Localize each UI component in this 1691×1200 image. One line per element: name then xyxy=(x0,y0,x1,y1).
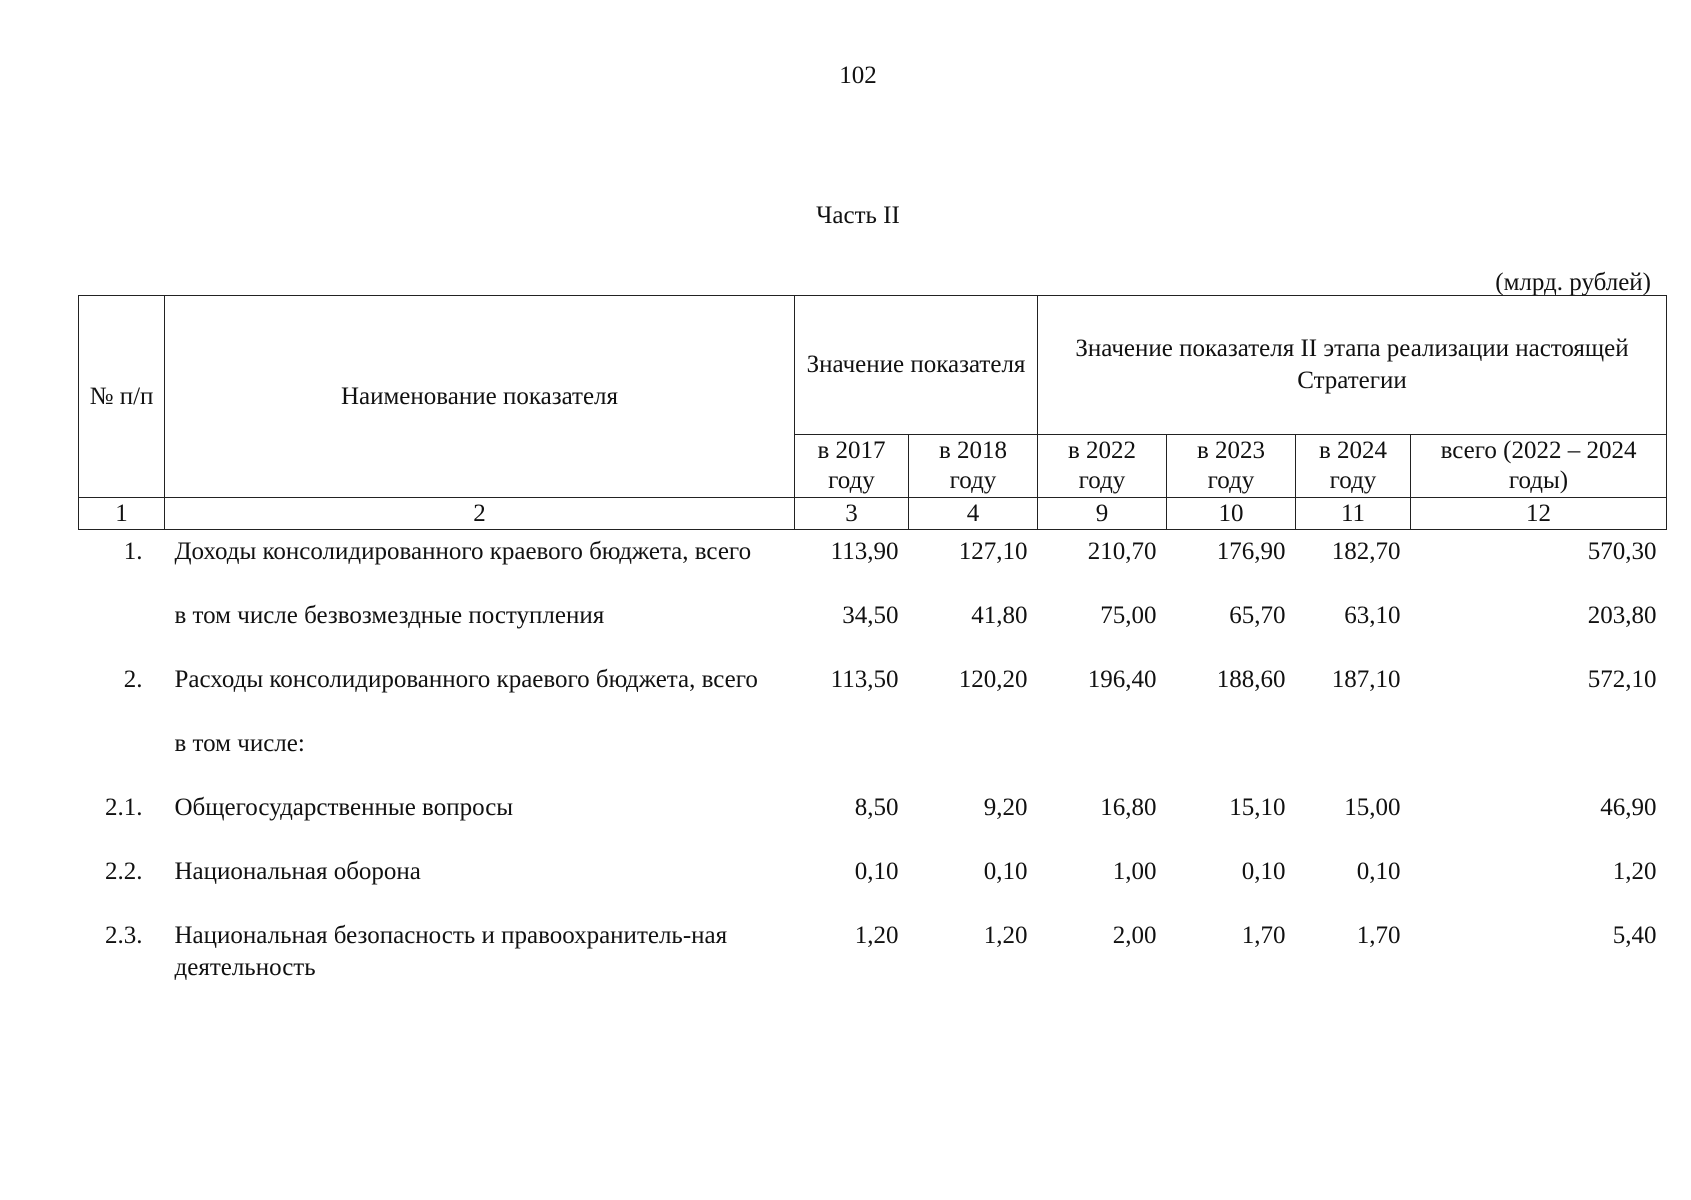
row-value: 34,50 xyxy=(842,602,899,629)
header-colnum: 12 xyxy=(1411,498,1667,530)
row-number xyxy=(79,728,165,792)
header-year-2024: в 2024 году xyxy=(1296,435,1411,498)
header-colnum: 9 xyxy=(1038,498,1167,530)
row-value: 5,40 xyxy=(1612,922,1657,949)
row-value: 182,70 xyxy=(1331,538,1401,565)
row-value: 1,20 xyxy=(983,922,1028,949)
table-row xyxy=(79,600,1667,664)
row-value: 0,10 xyxy=(1356,858,1401,885)
header-total: всего (2022 – 2024 годы) xyxy=(1411,435,1667,498)
part-title: Часть II xyxy=(816,202,900,229)
row-value xyxy=(1038,728,1167,792)
row-name: Расходы консолидированного краевого бюджета, всего xyxy=(174,666,758,693)
row-value: 0,10 xyxy=(854,858,899,885)
row-value: 1,70 xyxy=(1356,922,1401,949)
row-value: 8,50 xyxy=(854,794,899,821)
row-value: 63,10 xyxy=(1344,602,1401,629)
row-name: Общегосударственные вопросы xyxy=(174,794,514,821)
row-value: 127,10 xyxy=(958,538,1028,565)
row-name: в том числе: xyxy=(174,730,305,757)
table-row xyxy=(79,920,1667,990)
row-value: 1,00 xyxy=(1112,858,1157,885)
row-number: 2.3. xyxy=(105,922,143,949)
row-name: в том числе безвозмездные поступления xyxy=(174,602,605,629)
row-value: 0,10 xyxy=(983,858,1028,885)
header-colnum: 11 xyxy=(1296,498,1411,530)
header-colnum: 3 xyxy=(795,498,909,530)
row-value: 210,70 xyxy=(1087,538,1157,565)
header-year-2022: в 2022 году xyxy=(1038,435,1167,498)
row-value: 15,10 xyxy=(1229,794,1286,821)
row-value: 120,20 xyxy=(958,666,1028,693)
header-colnum: 4 xyxy=(909,498,1038,530)
row-value: 41,80 xyxy=(971,602,1028,629)
row-value: 1,20 xyxy=(854,922,899,949)
table-row xyxy=(79,664,1667,728)
row-value: 9,20 xyxy=(983,794,1028,821)
header-group-value: Значение показателя xyxy=(795,296,1038,435)
row-value: 176,90 xyxy=(1216,538,1286,565)
row-value xyxy=(909,728,1038,792)
row-value: 203,80 xyxy=(1587,602,1657,629)
row-value: 1,20 xyxy=(1612,858,1657,885)
header-colnum: 2 xyxy=(165,498,795,530)
row-value: 2,00 xyxy=(1112,922,1157,949)
row-value: 113,50 xyxy=(830,666,899,693)
row-number xyxy=(79,600,165,664)
row-number: 2. xyxy=(123,666,143,693)
header-colnum: 1 xyxy=(79,498,165,530)
page-number: 102 xyxy=(839,62,877,89)
row-name: Национальная безопасность и правоохранитель-ная деятельность xyxy=(174,922,728,981)
table-row xyxy=(79,530,1667,601)
row-value: 16,80 xyxy=(1100,794,1157,821)
row-value xyxy=(1167,728,1296,792)
row-value: 65,70 xyxy=(1229,602,1286,629)
row-value: 187,10 xyxy=(1331,666,1401,693)
table-row xyxy=(79,792,1667,856)
row-value: 113,90 xyxy=(830,538,899,565)
row-value xyxy=(1296,728,1411,792)
units-label: (млрд. рублей) xyxy=(1495,269,1651,296)
row-value: 0,10 xyxy=(1241,858,1286,885)
row-value: 15,00 xyxy=(1344,794,1401,821)
header-year-2023: в 2023 году xyxy=(1167,435,1296,498)
row-number: 2.2. xyxy=(105,858,143,885)
row-number: 2.1. xyxy=(105,794,143,821)
header-num: № п/п xyxy=(79,296,165,498)
row-value: 188,60 xyxy=(1216,666,1286,693)
header-year-2018: в 2018 году xyxy=(909,435,1038,498)
row-value: 1,70 xyxy=(1241,922,1286,949)
row-value: 196,40 xyxy=(1087,666,1157,693)
row-number: 1. xyxy=(123,538,143,565)
row-value xyxy=(795,728,909,792)
row-value: 46,90 xyxy=(1600,794,1657,821)
row-value: 570,30 xyxy=(1587,538,1657,565)
row-name: Доходы консолидированного краевого бюджета, всего xyxy=(174,538,752,565)
table-row xyxy=(79,728,1667,792)
header-colnum: 10 xyxy=(1167,498,1296,530)
row-value: 75,00 xyxy=(1100,602,1157,629)
row-value: 572,10 xyxy=(1587,666,1657,693)
table-row xyxy=(79,856,1667,920)
header-name: Наименование показателя xyxy=(165,296,795,498)
indicators-table xyxy=(78,295,1667,990)
header-year-2017: в 2017 году xyxy=(795,435,909,498)
row-name: Национальная оборона xyxy=(174,858,421,885)
header-group-stage: Значение показателя II этапа реализации настоящей Стратегии xyxy=(1038,296,1667,435)
row-value xyxy=(1411,728,1667,792)
